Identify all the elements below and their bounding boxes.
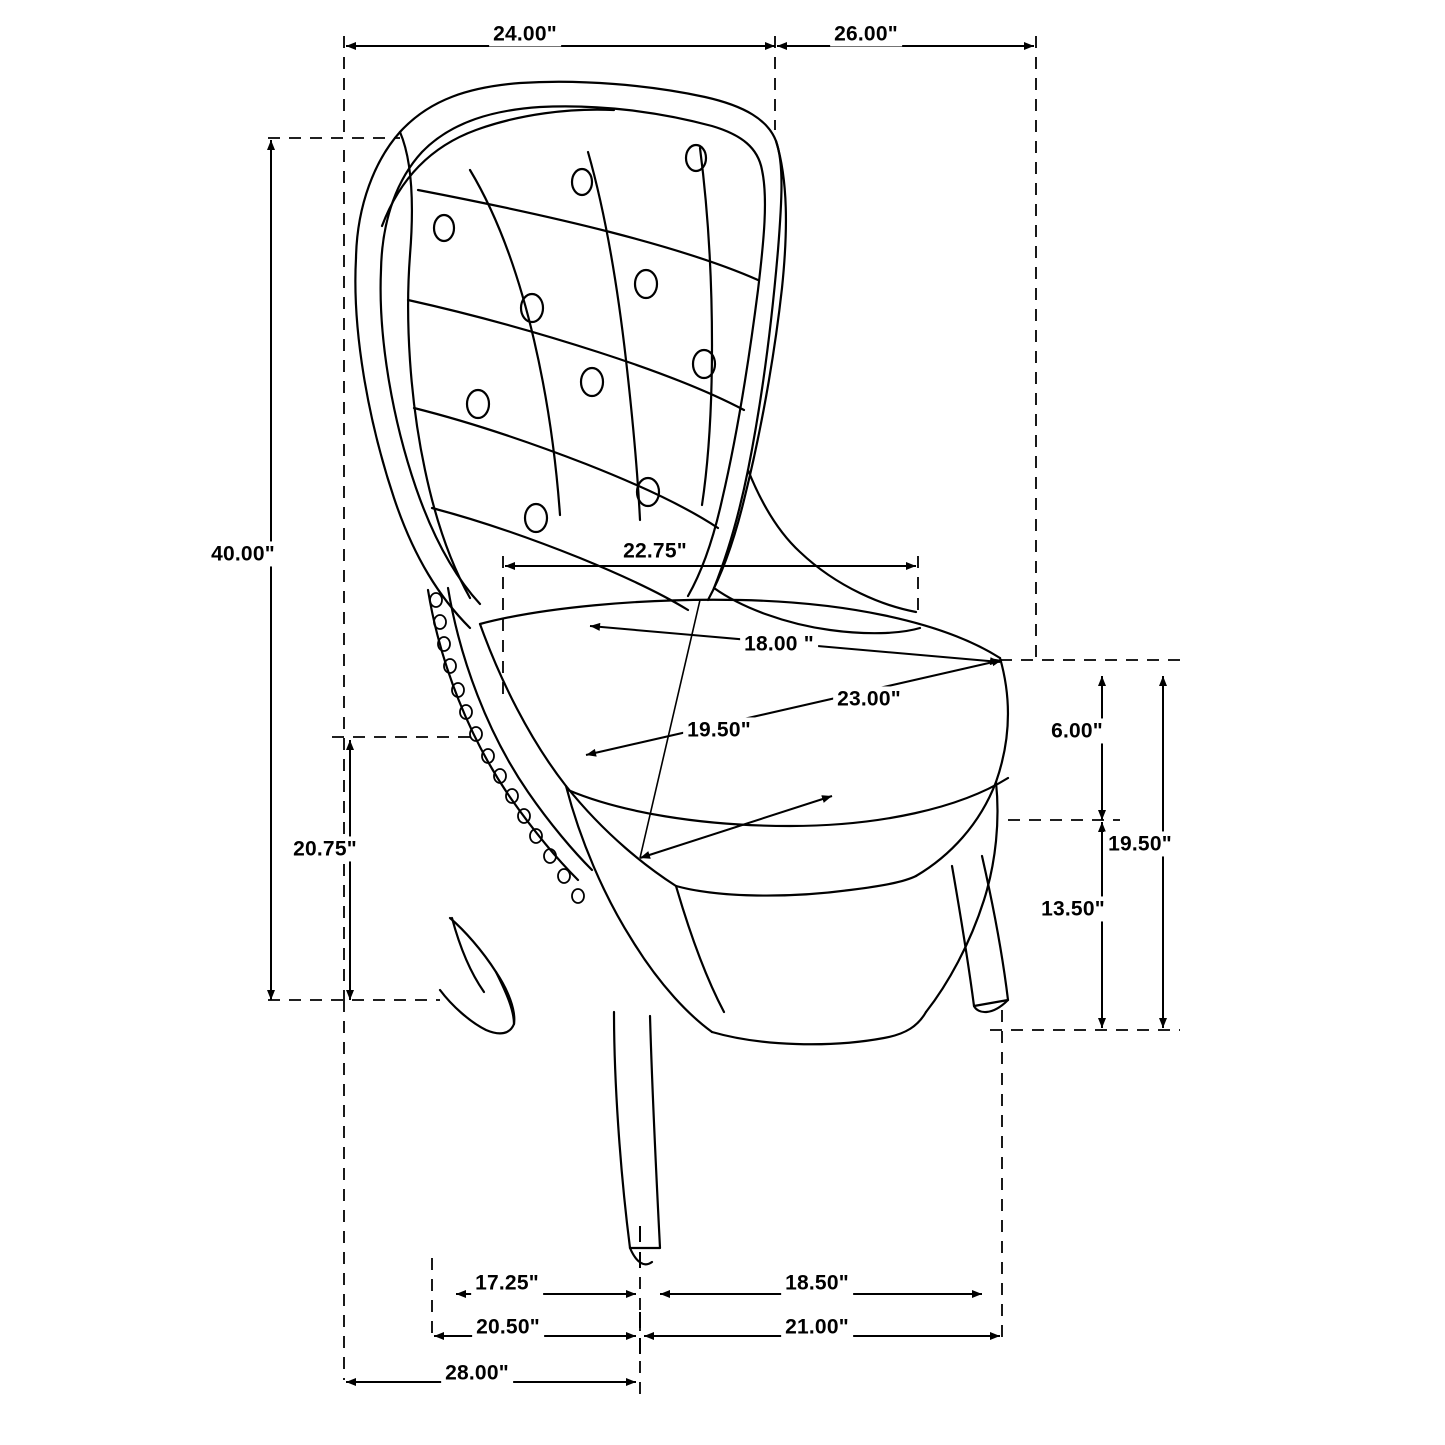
dim-label-19-50-right: 19.50" — [1104, 831, 1176, 856]
dim-label-13-50: 13.50" — [1037, 896, 1109, 921]
dim-label-22-75: 22.75" — [619, 538, 691, 563]
dim-label-24-00: 24.00" — [489, 21, 561, 46]
dim-label-6-00: 6.00" — [1047, 718, 1107, 743]
dim-label-20-75: 20.75" — [289, 836, 361, 861]
dim-line-1950-seat — [640, 796, 832, 858]
dim-label-40-00: 40.00" — [207, 541, 279, 566]
dim-label-28-00: 28.00" — [441, 1360, 513, 1385]
dim-label-20-50: 20.50" — [472, 1314, 544, 1339]
dim-label-19-50-seat: 19.50" — [683, 717, 755, 742]
dim-label-18-00: 18.00 " — [740, 631, 818, 656]
dim-label-23-00: 23.00" — [833, 686, 905, 711]
dim-label-18-50: 18.50" — [781, 1270, 853, 1295]
dim-label-21-00: 21.00" — [781, 1314, 853, 1339]
chair-outline — [355, 82, 1008, 1265]
dim-label-17-25: 17.25" — [471, 1270, 543, 1295]
dim-line-23 — [586, 660, 1002, 755]
dim-label-26-00: 26.00" — [830, 21, 902, 46]
